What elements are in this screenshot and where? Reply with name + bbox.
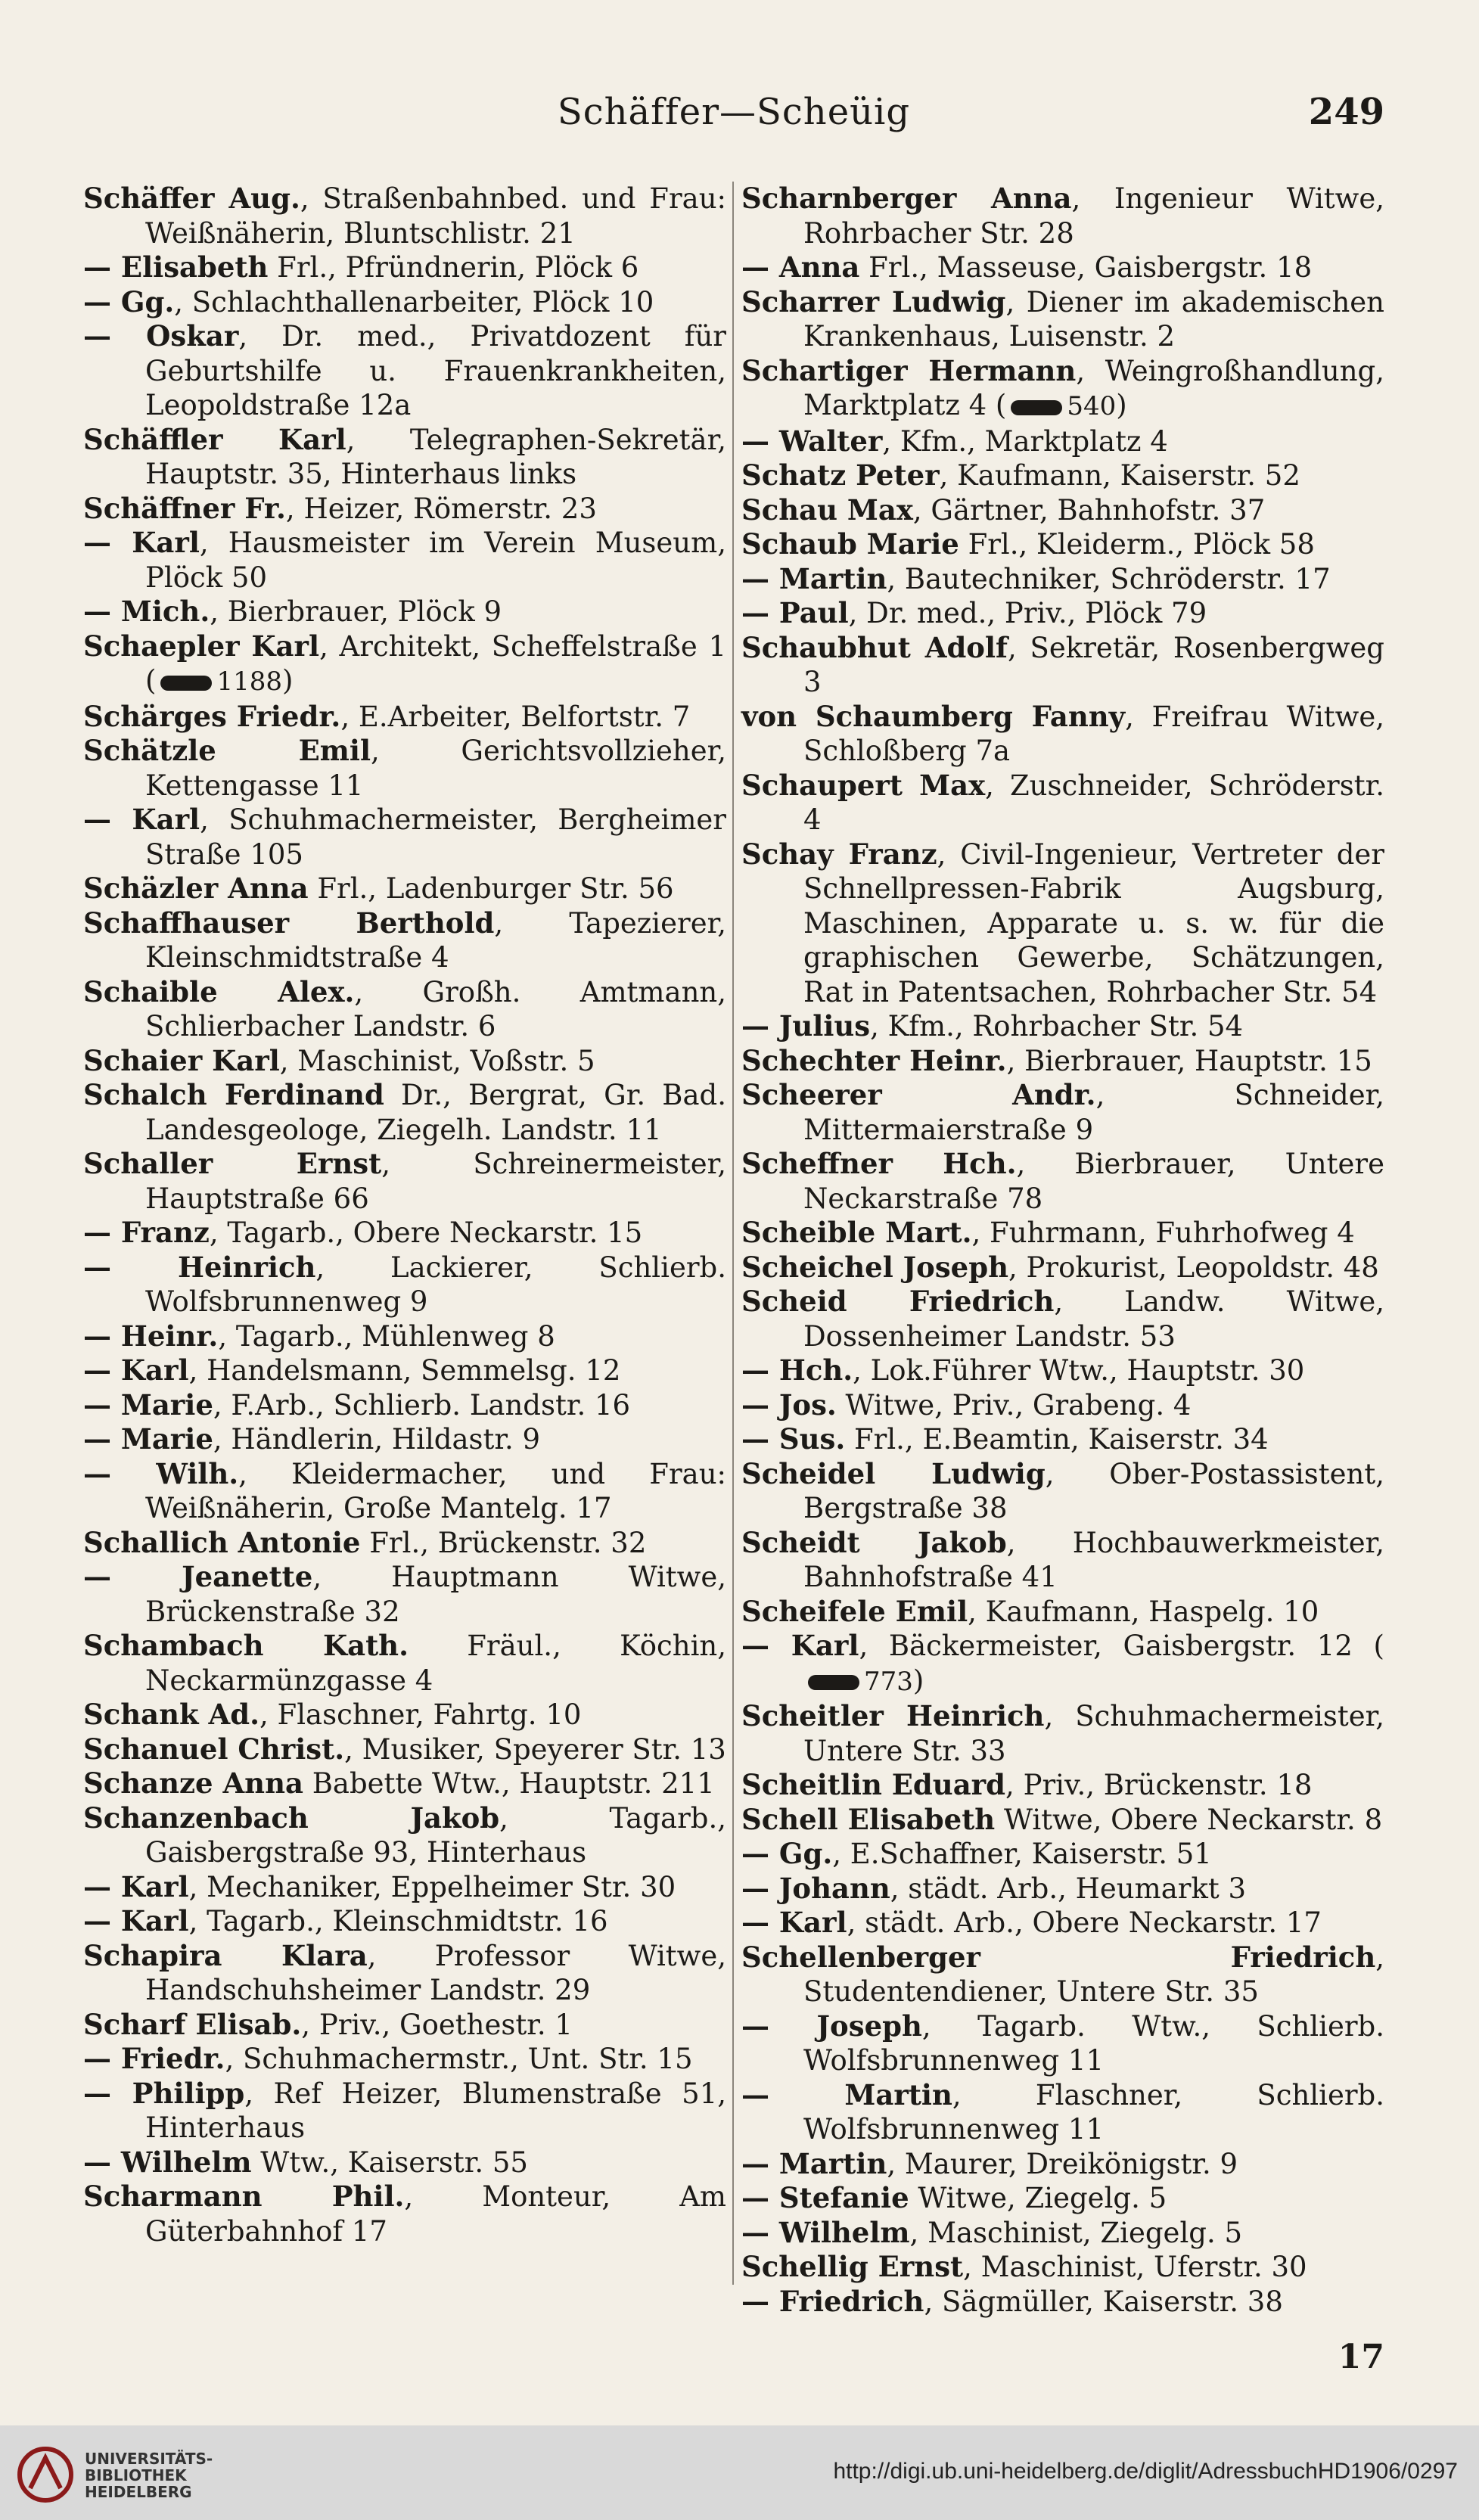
entry-name: Schanuel Christ. — [83, 1732, 345, 1766]
directory-entry — [83, 1801, 726, 1870]
entry-name: Schanze Anna — [83, 1766, 303, 1800]
entry-details: Frl., Pfründnerin, Plöck 6 — [268, 251, 639, 284]
directory-entry — [83, 1251, 726, 1319]
directory-entry — [741, 596, 1384, 631]
entry-details: , Ref Heizer, Blumenstraße 51, Hinterhaus — [145, 2077, 726, 2144]
entry-name: Schäffner Fr. — [83, 491, 286, 525]
entry-name: Schaubhut Adolf — [741, 630, 1008, 664]
entry-name: von Schaumberg Fanny — [741, 699, 1126, 733]
entry-details: , Gerichtsvollzieher, Kettengasse 11 — [145, 735, 726, 802]
directory-entry — [83, 700, 726, 735]
library-logo-icon — [15, 2444, 76, 2505]
directory-entry — [741, 1044, 1384, 1079]
entry-details: Wtw., Kaiserstr. 55 — [251, 2146, 528, 2179]
telephone-icon — [160, 676, 212, 691]
directory-entry — [741, 2078, 1384, 2147]
entry-details: , städt. Arb., Obere Neckarstr. 17 — [847, 1906, 1322, 1939]
directory-columns — [83, 182, 1385, 2318]
entry-name: Scheitlin Eduard — [741, 1768, 1006, 1801]
entry-name: — Wilhelm — [741, 2215, 910, 2249]
entry-details: , Kaufmann, Haspelg. 10 — [968, 1595, 1319, 1628]
directory-entry — [741, 1940, 1384, 2009]
directory-entry — [83, 1388, 726, 1423]
entry-name: — Elisabeth — [83, 250, 269, 284]
entry-details: Dr., Bergrat, Gr. Bad. Landesgeologe, Ziegelh. Landstr. 11 — [145, 1079, 726, 1146]
directory-entry — [83, 2042, 726, 2077]
entry-details: , Civil-Ingenieur, Vertreter der Schnellpressen-Fabrik Augsburg, Maschinen, Apparate u. s. w. für die graphischen Gewerbe, Schätzungen, Rat in Patentsachen, Rohrbacher Str. 54 — [803, 837, 1384, 1008]
directory-entry — [741, 458, 1384, 493]
directory-entry — [83, 2180, 726, 2248]
directory-entry — [83, 803, 726, 872]
entry-details: , Prokurist, Leopoldstr. 48 — [1008, 1251, 1379, 1284]
directory-entry — [83, 319, 726, 423]
directory-entry — [741, 1803, 1384, 1838]
directory-entry — [741, 2009, 1384, 2078]
entry-name: Schay Franz — [741, 837, 937, 871]
entry-name: Schatz Peter — [741, 458, 940, 492]
directory-entry — [741, 1422, 1384, 1457]
entry-details: , Tagarb. Wtw., Schlierb. Wolfsbrunnenweg 11 — [803, 2009, 1384, 2077]
entry-details: , Ingenieur Witwe, Rohrbacher Str. 28 — [803, 182, 1384, 250]
entry-details: , E.Arbeiter, Belfortstr. 7 — [340, 700, 691, 733]
entry-details: , Schneider, Mittermaierstraße 9 — [803, 1079, 1384, 1146]
entry-details: , Schuhmachermeister, Untere Str. 33 — [803, 1700, 1384, 1767]
phone-close-paren: ) — [1116, 389, 1127, 421]
entry-name: — Paul — [741, 596, 849, 629]
directory-entry — [83, 1457, 726, 1526]
directory-entry — [83, 1044, 726, 1079]
entry-details: , Dr. med., Privatdozent für Geburtshilfe u. Frauenkrankheiten, Leopoldstraße 12a — [145, 320, 726, 421]
entry-name: Scheitler Heinrich — [741, 1699, 1045, 1732]
entry-details: Witwe, Ziegelg. 5 — [909, 2182, 1167, 2214]
entry-name: — Oskar — [83, 319, 239, 353]
page-header — [83, 91, 1384, 159]
entry-name: — Karl — [741, 1629, 859, 1662]
entry-name: Scheidt Jakob — [741, 1525, 1007, 1559]
directory-entry — [83, 1147, 726, 1216]
entry-details: , Bierbrauer, Hauptstr. 15 — [1006, 1044, 1372, 1077]
entry-details: , Bautechniker, Schröderstr. 17 — [887, 562, 1331, 595]
entry-name: — Sus. — [741, 1422, 846, 1456]
entry-name: Schau Max — [741, 493, 913, 527]
entry-details: , Studentendiener, Untere Str. 35 — [803, 1940, 1384, 2008]
source-url[interactable]: http://digi.ub.uni-heidelberg.de/diglit/AdressbuchHD1906/0297 — [833, 2459, 1458, 2484]
entry-name: — Joseph — [741, 2009, 922, 2043]
entry-name: — Philipp — [83, 2076, 245, 2110]
entry-name: Schaub Marie — [741, 527, 959, 561]
directory-entry — [83, 250, 726, 285]
entry-details: , Kfm., Marktplatz 4 — [882, 424, 1168, 458]
entry-name: Scheible Mart. — [741, 1216, 972, 1249]
entry-name: Scharnberger Anna — [741, 182, 1072, 215]
entry-name: — Mich. — [83, 595, 210, 628]
directory-entry — [83, 872, 726, 906]
directory-entry — [741, 631, 1384, 700]
entry-name: Schallich Antonie — [83, 1525, 361, 1559]
directory-entry — [741, 1768, 1384, 1803]
entry-name: — Walter — [741, 424, 883, 458]
entry-details: , Bierbrauer, Plöck 9 — [210, 595, 502, 628]
entry-name: — Gg. — [741, 1837, 833, 1870]
library-name — [85, 2450, 213, 2500]
entry-details: , E.Schaffner, Kaiserstr. 51 — [832, 1838, 1212, 1870]
entry-details: , Kaufmann, Kaiserstr. 52 — [939, 459, 1300, 492]
entry-details: , Monteur, Am Güterbahnhof 17 — [145, 2180, 726, 2248]
directory-entry — [83, 1353, 726, 1388]
directory-entry — [741, 2285, 1384, 2320]
entry-name: — Gg. — [83, 284, 175, 318]
entry-details: , Tapezierer, Kleinschmidtstraße 4 — [145, 906, 726, 974]
entry-details: , Musiker, Speyerer Str. 13 — [344, 1732, 726, 1766]
entry-details: , Tagarb., Kleinschmidtstr. 16 — [188, 1905, 608, 1937]
entry-details: Frl., Brückenstr. 32 — [360, 1526, 647, 1559]
library-name-line: BIBLIOTHEK — [85, 2466, 187, 2484]
directory-entry — [741, 2216, 1384, 2251]
directory-entry — [741, 1353, 1384, 1388]
library-name-line: HEIDELBERG — [85, 2483, 192, 2501]
entry-details: , Kleidermacher, und Frau: Weißnäherin, Große Mantelg. 17 — [145, 1457, 726, 1524]
directory-entry — [83, 423, 726, 492]
entry-name: Scheifele Emil — [741, 1594, 968, 1628]
directory-entry — [83, 1422, 726, 1457]
directory-entry — [83, 629, 726, 700]
directory-entry — [741, 424, 1384, 459]
directory-entry — [83, 1870, 726, 1905]
entry-details: , Telegraphen-Sekretär, Hauptstr. 35, Hinterhaus links — [145, 423, 726, 490]
directory-entry — [741, 1629, 1384, 1699]
directory-entry — [83, 182, 726, 250]
column-divider — [732, 182, 734, 2285]
telephone-icon — [1011, 400, 1062, 415]
phone-close-paren: ) — [912, 1664, 924, 1697]
directory-entry — [83, 2008, 726, 2043]
directory-entry — [741, 1906, 1384, 1940]
directory-entry — [83, 1078, 726, 1147]
right-column — [741, 182, 1385, 2318]
entry-details: , Dr. med., Priv., Plöck 79 — [848, 597, 1207, 629]
entry-details: , Flaschner, Schlierb. Wolfsbrunnenweg 11 — [803, 2078, 1384, 2146]
directory-entry — [83, 595, 726, 629]
entry-name: — Wilhelm — [83, 2145, 252, 2179]
directory-entry — [741, 837, 1384, 1010]
directory-entry — [741, 354, 1384, 424]
directory-entry — [83, 1216, 726, 1251]
entry-name: — Karl — [83, 803, 200, 836]
entry-details: Frl., Masseuse, Gaisbergstr. 18 — [859, 251, 1313, 284]
directory-entry — [83, 1319, 726, 1354]
page-number: 249 — [1308, 91, 1384, 133]
phone-number: 540 — [1067, 391, 1117, 421]
directory-entry — [83, 1939, 726, 2008]
entry-name: Schaller Ernst — [83, 1147, 382, 1180]
phone-number: 1188 — [216, 667, 282, 697]
directory-entry — [83, 1732, 726, 1767]
entry-name: — Marie — [83, 1422, 213, 1456]
directory-entry — [83, 492, 726, 527]
entry-details: , Schreinermeister, Hauptstraße 66 — [145, 1148, 726, 1215]
entry-details: , Maschinist, Ziegelg. 5 — [909, 2216, 1243, 2249]
entry-name: Scheerer Andr. — [741, 1078, 1096, 1111]
entry-details: , Heizer, Römerstr. 23 — [285, 492, 597, 525]
directory-entry — [741, 527, 1384, 562]
entry-details: , Sekretär, Rosenbergweg 3 — [803, 631, 1384, 698]
directory-entry — [83, 1904, 726, 1939]
entry-name: Schaffhauser Berthold — [83, 906, 495, 940]
directory-entry — [741, 285, 1384, 354]
directory-entry — [741, 1009, 1384, 1044]
entry-details: Frl., E.Beamtin, Kaiserstr. 34 — [845, 1423, 1269, 1456]
entry-name: Schärges Friedr. — [83, 699, 341, 733]
directory-entry — [741, 1388, 1384, 1423]
directory-entry — [741, 182, 1384, 250]
entry-name: Schank Ad. — [83, 1698, 260, 1731]
directory-entry — [741, 562, 1384, 597]
entry-name: Scheffner Hch. — [741, 1147, 1017, 1180]
directory-entry — [741, 250, 1384, 285]
entry-name: — Karl — [83, 1904, 189, 1937]
entry-name: Schäffer Aug. — [83, 182, 300, 215]
entry-details: , Schuhmachermstr., Unt. Str. 15 — [225, 2043, 693, 2075]
directory-entry — [83, 734, 726, 803]
phone-number: 773 — [864, 1666, 913, 1697]
entry-name: — Martin — [741, 2146, 887, 2180]
directory-entry — [83, 906, 726, 975]
entry-details: , Lok.Führer Wtw., Hauptstr. 30 — [853, 1354, 1305, 1387]
entry-details: , F.Arb., Schlierb. Landstr. 16 — [213, 1388, 631, 1422]
telephone-icon — [808, 1675, 859, 1690]
directory-entry — [741, 1872, 1384, 1906]
directory-entry — [83, 285, 726, 320]
directory-entry — [741, 700, 1384, 769]
directory-entry — [741, 2147, 1384, 2182]
entry-name: — Anna — [741, 250, 860, 284]
entry-details: , Tagarb., Gaisbergstraße 93, Hinterhaus — [145, 1801, 726, 1869]
entry-details: , Bierbrauer, Untere Neckarstraße 78 — [803, 1148, 1384, 1215]
left-column — [83, 182, 726, 2285]
entry-name: Schaier Karl — [83, 1043, 280, 1077]
running-title: Schäffer—Scheüig — [557, 91, 911, 133]
entry-name: Schaupert Max — [741, 768, 986, 802]
entry-name: Schanzenbach Jakob — [83, 1801, 500, 1835]
directory-entry — [741, 493, 1384, 528]
directory-entry — [741, 1216, 1384, 1251]
entry-details: , Tagarb., Mühlenweg 8 — [218, 1319, 555, 1353]
footer-bar — [0, 2425, 1479, 2520]
entry-name: — Franz — [83, 1216, 210, 1249]
entry-details: , Straßenbahnbed. und Frau: Weißnäherin, Bluntschlistr. 21 — [145, 182, 726, 250]
entry-name: — Jeanette — [83, 1560, 313, 1593]
entry-details: , Landw. Witwe, Dossenheimer Landstr. 53 — [803, 1285, 1384, 1353]
entry-details: Babette Wtw., Hauptstr. 211 — [303, 1767, 715, 1800]
entry-name: — Heinrich — [83, 1250, 316, 1284]
entry-name: Scharmann Phil. — [83, 2180, 405, 2213]
directory-entry — [741, 2250, 1384, 2285]
entry-name: — Martin — [741, 561, 887, 595]
entry-name: — Martin — [741, 2077, 952, 2111]
entry-name: — Karl — [83, 526, 200, 559]
directory-entry — [741, 1595, 1384, 1630]
entry-details: , Ober-Postassistent, Bergstraße 38 — [803, 1457, 1384, 1524]
entry-details: , Freifrau Witwe, Schloßberg 7a — [803, 700, 1384, 767]
entry-details: , Großh. Amtmann, Schlierbacher Landstr. 6 — [145, 975, 726, 1042]
directory-entry — [83, 2146, 726, 2180]
entry-name: Schäffler Karl — [83, 422, 346, 456]
directory-entry — [741, 1837, 1384, 1872]
entry-name: — Friedrich — [741, 2284, 924, 2318]
entry-details: , Bäckermeister, Gaisbergstr. 12 ( — [859, 1630, 1384, 1662]
entry-details: , Architekt, Scheffelstraße 1 ( — [145, 629, 726, 697]
entry-details: , Gärtner, Bahnhofstr. 37 — [912, 493, 1266, 527]
entry-details: , Hausmeister im Verein Museum, Plöck 50 — [145, 527, 726, 594]
directory-entry — [83, 1560, 726, 1629]
directory-entry — [741, 1251, 1384, 1285]
entry-details: , Weingroßhandlung, Marktplatz 4 ( — [803, 354, 1384, 421]
entry-name: — Hch. — [741, 1353, 853, 1387]
entry-name: Schellenberger Friedrich — [741, 1940, 1376, 1974]
entry-name: — Heinr. — [83, 1319, 219, 1353]
entry-name: Schechter Heinr. — [741, 1043, 1007, 1077]
entry-details: , Lackierer, Schlierb. Wolfsbrunnenweg 9 — [145, 1251, 726, 1318]
entry-name: Schellig Ernst — [741, 2250, 964, 2283]
entry-details: , Schuhmachermeister, Bergheimer Straße 105 — [145, 803, 726, 871]
entry-name: Schaepler Karl — [83, 629, 320, 663]
directory-entry — [83, 2077, 726, 2146]
entry-name: Schapira Klara — [83, 1938, 368, 1972]
directory-entry — [83, 1629, 726, 1698]
entry-name: Scharrer Ludwig — [741, 284, 1006, 318]
directory-entry — [83, 1766, 726, 1801]
entry-name: — Marie — [83, 1387, 213, 1422]
directory-entry — [741, 1147, 1384, 1216]
entry-details: , Priv., Brückenstr. 18 — [1005, 1769, 1313, 1801]
entry-details: , Maurer, Dreikönigstr. 9 — [887, 2147, 1238, 2180]
entry-details: Witwe, Priv., Grabeng. 4 — [836, 1388, 1192, 1422]
entry-details: , Tagarb., Obere Neckarstr. 15 — [209, 1216, 643, 1249]
entry-name: Schätzle Emil — [83, 734, 371, 767]
entry-name: Scheichel Joseph — [741, 1250, 1008, 1284]
directory-entry — [741, 1526, 1384, 1595]
entry-name: — Julius — [741, 1009, 871, 1042]
entry-details: , Maschinist, Uferstr. 30 — [963, 2251, 1307, 2283]
entry-name: Schäzler Anna — [83, 872, 309, 905]
directory-entry — [741, 1285, 1384, 1353]
entry-details: , städt. Arb., Heumarkt 3 — [890, 1872, 1247, 1905]
directory-entry — [741, 1699, 1384, 1768]
directory-entry — [741, 1078, 1384, 1147]
entry-details: , Diener im akademischen Krankenhaus, Luisenstr. 2 — [803, 285, 1385, 353]
entry-details: , Hauptmann Witwe, Brückenstraße 32 — [145, 1561, 726, 1628]
entry-name: — Karl — [83, 1353, 189, 1387]
directory-entry — [83, 1698, 726, 1732]
entry-details: Frl., Ladenburger Str. 56 — [308, 872, 674, 905]
entry-name: — Karl — [83, 1869, 189, 1903]
entry-name: Schaible Alex. — [83, 974, 355, 1008]
entry-name: — Wilh. — [83, 1456, 239, 1490]
directory-entry — [741, 1457, 1384, 1526]
directory-entry — [83, 975, 726, 1044]
entry-details: , Professor Witwe, Handschuhsheimer Landstr. 29 — [145, 1939, 726, 2006]
entry-details: , Schlachthallenarbeiter, Plöck 10 — [174, 285, 654, 318]
entry-details: , Flaschner, Fahrtg. 10 — [259, 1698, 582, 1731]
entry-name: Schartiger Hermann — [741, 353, 1077, 387]
directory-entry — [741, 2181, 1384, 2216]
directory-entry — [83, 526, 726, 595]
directory-entry — [741, 769, 1384, 837]
entry-details: Frl., Kleiderm., Plöck 58 — [959, 528, 1315, 561]
phone-close-paren: ) — [281, 664, 294, 697]
entry-details: , Priv., Goethestr. 1 — [301, 2008, 573, 2041]
entry-details: , Mechaniker, Eppelheimer Str. 30 — [188, 1870, 676, 1903]
entry-details: Fräul., Köchin, Neckarmünzgasse 4 — [145, 1630, 727, 1697]
entry-details: , Zuschneider, Schröderstr. 4 — [803, 769, 1384, 836]
entry-details: , Hochbauwerkmeister, Bahnhofstraße 41 — [803, 1526, 1384, 1593]
entry-name: Schambach Kath. — [83, 1629, 409, 1662]
signature-mark: 17 — [1338, 2338, 1384, 2376]
entry-name: Schalch Ferdinand — [83, 1078, 384, 1111]
library-name-line: UNIVERSITÄTS- — [85, 2450, 213, 2468]
entry-name: Scharf Elisab. — [83, 2007, 302, 2041]
entry-name: Schell Elisabeth — [741, 1802, 996, 1836]
directory-entry — [83, 1526, 726, 1561]
entry-details: , Kfm., Rohrbacher Str. 54 — [870, 1010, 1244, 1042]
entry-details: , Maschinist, Voßstr. 5 — [279, 1044, 595, 1077]
entry-details: Witwe, Obere Neckarstr. 8 — [995, 1803, 1383, 1836]
entry-name: — Stefanie — [741, 2181, 909, 2214]
entry-details: , Sägmüller, Kaiserstr. 38 — [924, 2285, 1283, 2318]
entry-name: — Karl — [741, 1906, 847, 1939]
entry-name: — Jos. — [741, 1387, 837, 1422]
entry-details: , Fuhrmann, Fuhrhofweg 4 — [971, 1216, 1355, 1249]
entry-name: — Friedr. — [83, 2042, 225, 2075]
entry-name: Scheidel Ludwig — [741, 1456, 1046, 1490]
entry-name: — Johann — [741, 1871, 890, 1905]
entry-name: Scheid Friedrich — [741, 1285, 1055, 1318]
entry-details: , Händlerin, Hildastr. 9 — [213, 1423, 541, 1456]
entry-details: , Handelsmann, Semmelsg. 12 — [188, 1354, 621, 1387]
